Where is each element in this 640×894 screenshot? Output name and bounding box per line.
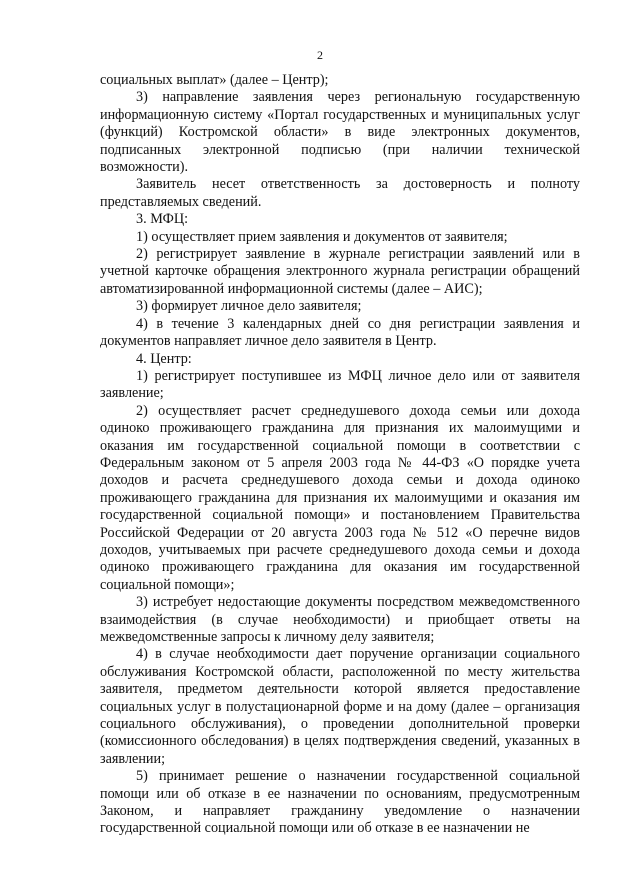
section-heading-mfc: 3. МФЦ: [136,211,189,228]
paragraph-continued: социальных выплат» (далее – Центр); [100,72,329,88]
paragraph-center-item-2: 2) осуществляет расчет среднедушевого дохода семьи или дохода одиноко проживающего гражданина для признания их малоимущими и оказания им государственной социальной помощи в соответствии с Федеральным законом от 5 апреля 2003 года № 44-ФЗ «О порядке учета доходов и расчета среднедушевого дохода семьи и дохода одиноко проживающего гражданина для признания их малоимущими и оказания им государственной социальной помощи» и постановлением Правительства Российской Федерации от 20 августа 2003 года № 512 «О перечне видов доходов, учитываемых при расчете среднедушевого дохода семьи и дохода одиноко проживающего гражданина для оказания им государственной социальной помощи»; [100,402,580,593]
paragraph-center-item-5: 5) принимает решение о назначении государственной социальной помощи или об отказе в ее назначении по основаниям, предусмотренным Законом, и направляет гражданину уведомление о назначении государственной социальной помощи или об отказе в ее назначении не [100,768,580,837]
paragraph-mfc-item-4: 4) в течение 3 календарных дней со дня регистрации заявления и документов направляет личное дело заявителя в Центр. [100,315,580,350]
paragraph-mfc-item-3: 3) формирует личное дело заявителя; [136,298,362,315]
paragraph-center-item-4: 4) в случае необходимости дает поручение организации социального обслуживания Костромской области, расположенной по месту жительства заявителя, предметом деятельности которой является предоставление социальных услуг в полустационарной форме и на дому (далее – организация социального обслуживания), о проведении дополнительной проверки (комиссионного обследования) в целях подтверждения сведений, указанных в заявлении; [100,646,580,767]
section-heading-center: 4. Центр: [136,350,192,367]
document-body [100,72,580,838]
paragraph-center-item-1: 1) регистрирует поступившее из МФЦ личное дело или от заявителя заявление; [100,367,580,402]
paragraph-item-3-portal: 3) направление заявления через региональную государственную информационную систему «Портал государственных и муниципальных услуг (функций) Костромской области» в виде электронных документов, подписанных электронной подписью (при наличии технической возможности). [100,89,580,176]
paragraph-mfc-item-2: 2) регистрирует заявление в журнале регистрации заявлений или в учетной карточке обращения электронного журнала регистрации обращений автоматизированной информационной системы (далее – АИС); [100,246,580,297]
paragraph-mfc-item-1: 1) осуществляет прием заявления и документов от заявителя; [136,228,508,245]
page-number: 2 [317,48,323,62]
paragraph-applicant-responsibility: Заявитель несет ответственность за достоверность и полноту представляемых сведений. [100,176,580,210]
paragraph-center-item-3: 3) истребует недостающие документы посредством межведомственного взаимодействия (в случае необходимости) и приобщает ответы на межведомственные запросы к личному делу заявителя; [100,594,580,645]
